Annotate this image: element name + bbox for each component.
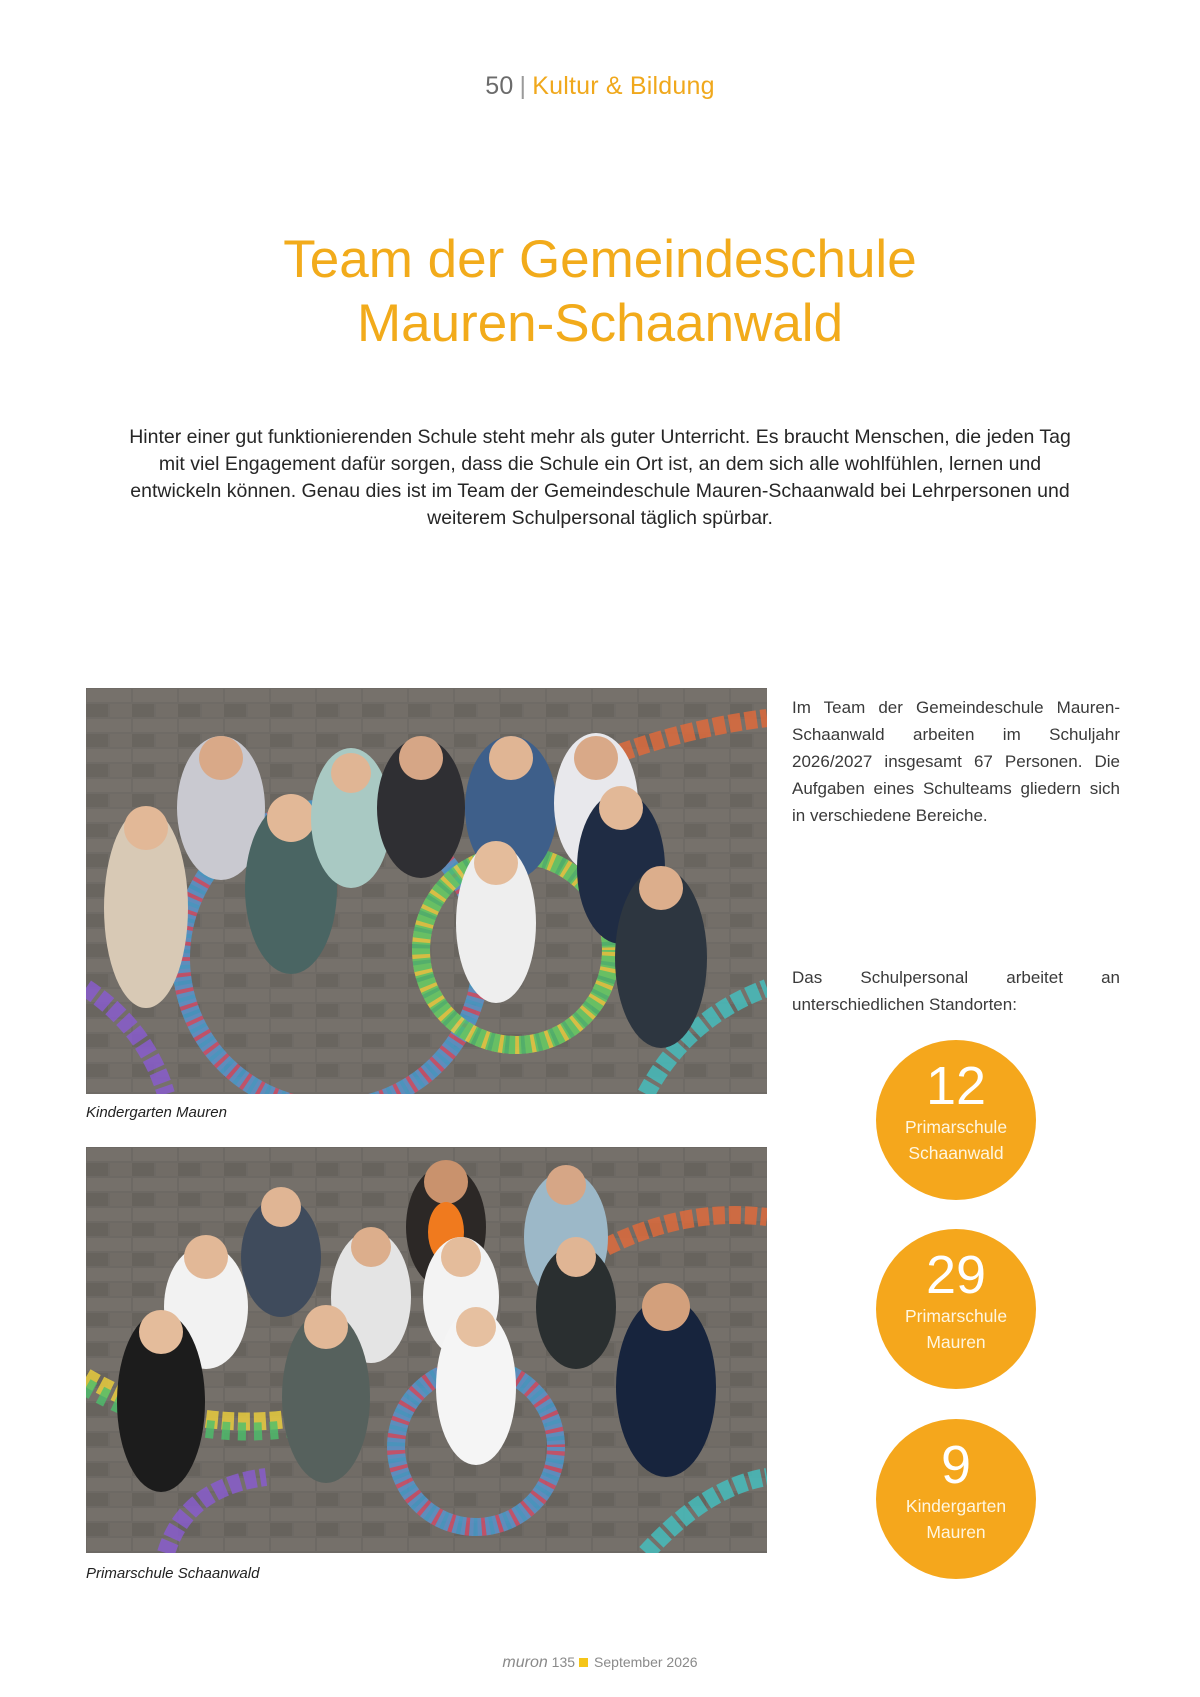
side-paragraph-locations: Das Schulpersonal arbeitet an unterschiedlichen Standorten: <box>792 968 1120 1014</box>
location-label-line2: Mauren <box>926 1522 986 1542</box>
location-count: 9 <box>940 1435 972 1495</box>
header-separator: | <box>519 72 527 100</box>
side-paragraph-team: Im Team der Gemeindeschule Mauren-Schaanwald arbeiten im Schuljahr 2026/2027 insgesamt 67 Personen. Die Aufgaben eines Schulteams gliedern sich in verschiedene Bereiche. <box>792 698 1120 825</box>
location-label-line1: Primarschule <box>904 1306 1008 1326</box>
team-photo-kindergarten <box>86 688 767 1094</box>
article-title-line2: Mauren-Schaanwald <box>356 294 844 353</box>
location-label-line1: Kindergarten <box>905 1496 1007 1516</box>
page-number: 50 <box>485 72 514 100</box>
team-photo-kindergarten-image <box>86 688 767 1094</box>
issue-date: September 2026 <box>594 1654 698 1670</box>
article-title-line1: Team der Gemeindeschule <box>283 230 917 289</box>
photo-caption-primarschule-schaanwald: Primarschule Schaanwald <box>86 1565 260 1582</box>
page-footer <box>0 1654 1200 1672</box>
location-label-line1: Primarschule <box>904 1117 1008 1137</box>
issue-number: 135 <box>551 1654 576 1670</box>
team-photo-primarschule-schaanwald <box>86 1147 767 1553</box>
location-label-line2: Mauren <box>926 1332 986 1352</box>
footer-square-icon <box>579 1658 588 1667</box>
page-header <box>0 72 1200 101</box>
location-count: 29 <box>925 1245 987 1305</box>
photo-caption-kindergarten: Kindergarten Mauren <box>86 1104 227 1121</box>
location-count-primarschule-mauren <box>876 1229 1036 1389</box>
location-count-kindergarten-mauren <box>876 1419 1036 1579</box>
location-count: 12 <box>925 1056 987 1116</box>
team-photo-primarschule-schaanwald-image <box>86 1147 767 1553</box>
magazine-brand: muron <box>502 1654 548 1671</box>
section-title: Kultur & Bildung <box>532 72 715 100</box>
location-label-line2: Schaanwald <box>908 1143 1004 1163</box>
intro-paragraph: Hinter einer gut funktionierenden Schule steht mehr als guter Unterricht. Es braucht Menschen, die jeden Tag mit viel Engagement dafür sorgen, dass die Schule ein Ort ist, an dem sich alle wohlfühlen, lernen und entwickeln können. Genau dies ist im Team der Gemeindeschule Mauren-Schaanwald bei Lehrpersonen und weiterem Schulpersonal täglich spürbar. <box>129 426 1071 529</box>
article-title <box>0 228 1200 356</box>
location-count-primarschule-schaanwald <box>876 1040 1036 1200</box>
